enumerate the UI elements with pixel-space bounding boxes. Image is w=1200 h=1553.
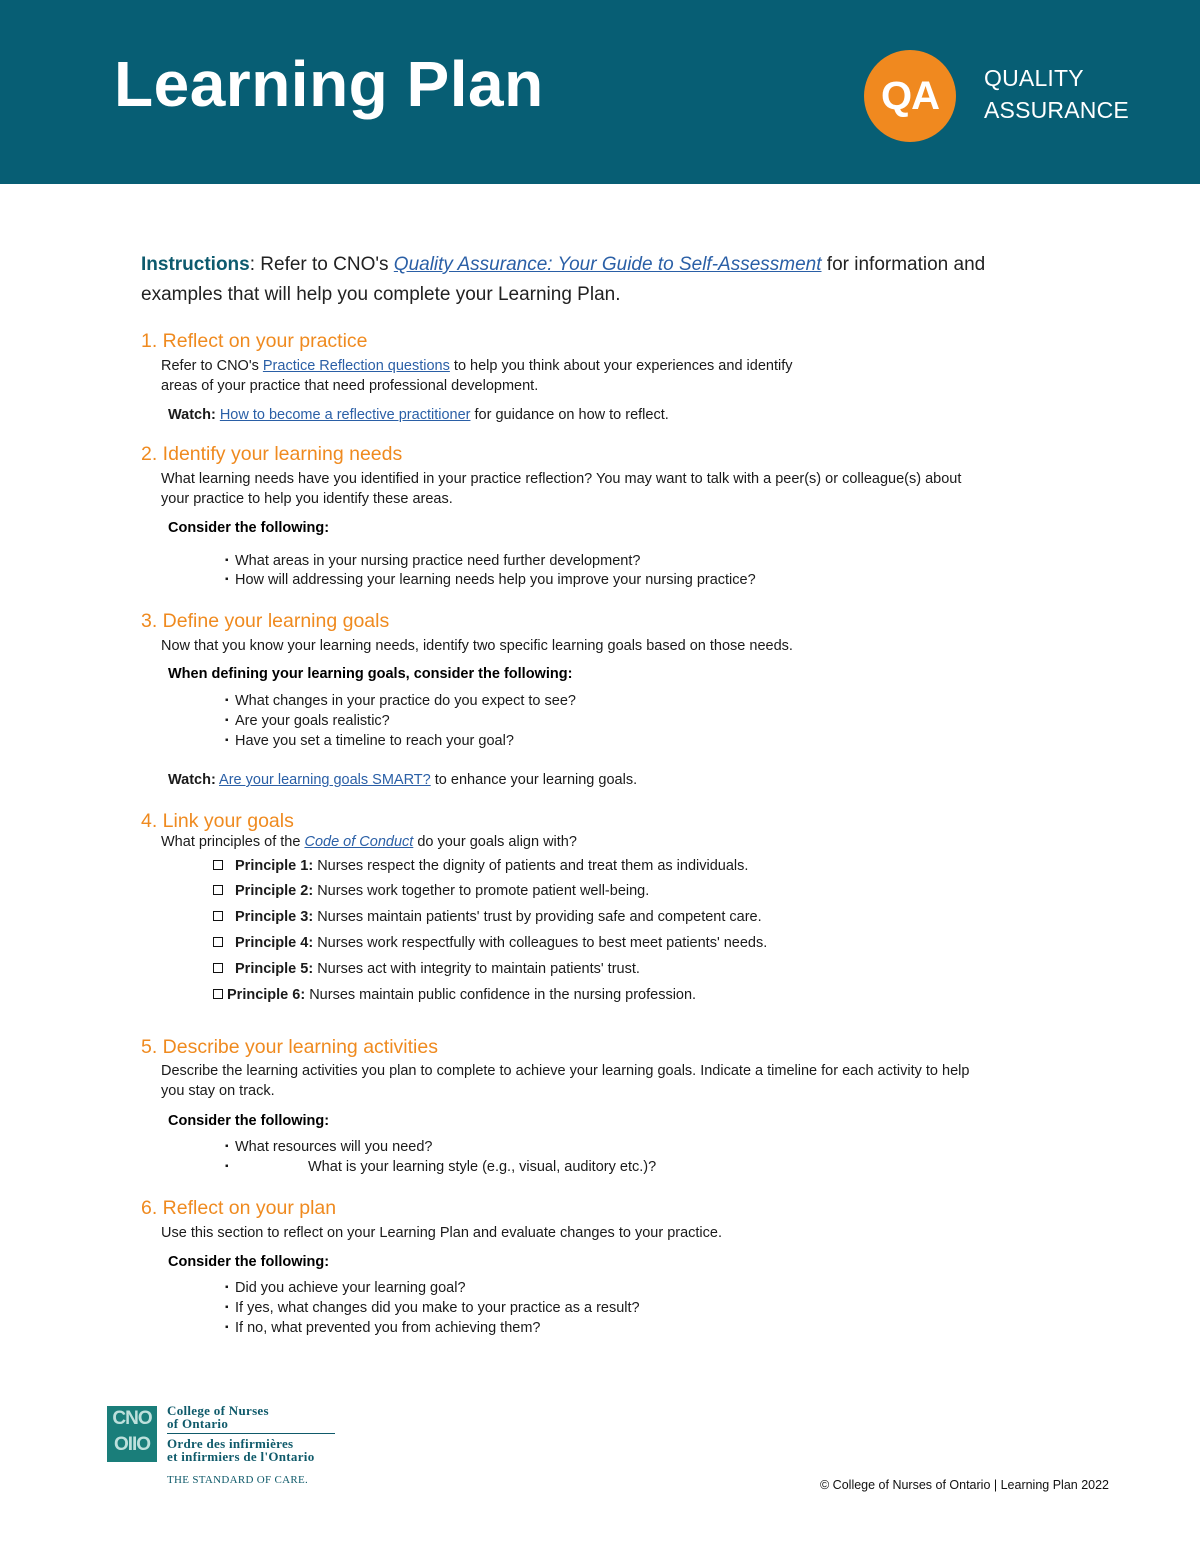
section-4-heading: 4. Link your goals [141,810,294,832]
principle-4[interactable]: Principle 4: Nurses work respectfully with colleagues to best meet patients' needs. [213,935,767,951]
cno-logo-text: College of Nurses of Ontario Ordre des infirmières et infirmiers de l'Ontario [167,1404,335,1463]
instructions-label: Instructions [141,254,250,275]
list-item: ▪ If yes, what changes did you make to your practice as a result? [225,1300,640,1316]
section-5-body [161,1061,969,1101]
reflective-practitioner-link[interactable]: How to become a reflective practitioner [219,407,471,423]
smart-goals-link[interactable]: Are your learning goals SMART? [219,772,431,788]
section-1-watch [168,405,669,425]
checkbox-icon[interactable] [213,911,223,921]
list-item: ▪ What areas in your nursing practice need further development? [225,553,641,569]
cno-logo [107,1404,347,1494]
bullet-icon: ▪ [225,734,229,746]
page-title: Learning Plan [114,48,544,120]
section-1-body-line2: areas of your practice that need professional development. [161,378,539,394]
bullet-icon: ▪ [225,1160,229,1172]
page-footer: © College of Nurses of Ontario | Learning Plan 2022 [820,1478,1110,1492]
section-1-body-post: to help you think about your experiences and identify [449,358,793,374]
section-1-body-pre: Refer to CNO's [161,358,263,374]
section-2-heading: 2. Identify your learning needs [141,443,403,465]
section-2-body [161,469,961,509]
list-item: ▪ Did you achieve your learning goal? [225,1280,466,1296]
page-header [0,0,1200,184]
principle-5[interactable]: Principle 5: Nurses act with integrity to maintain patients' trust. [213,961,640,977]
section-6-body: Use this section to reflect on your Learning Plan and evaluate changes to your practice. [161,1225,722,1241]
checkbox-icon[interactable] [213,860,223,870]
principle-2[interactable]: Principle 2: Nurses work together to promote patient well-being. [213,883,649,899]
section-2-body-line2: your practice to help you identify these areas. [161,491,453,507]
bullet-icon: ▪ [225,554,229,566]
cno-logo-divider [167,1433,335,1434]
principle-3[interactable]: Principle 3: Nurses maintain patients' trust by providing safe and competent care. [213,909,762,925]
instructions-post: for information and [821,254,986,275]
list-item: ▪ If no, what prevented you from achieving them? [225,1320,541,1336]
bullet-icon: ▪ [225,1301,229,1313]
practice-reflection-link[interactable]: Practice Reflection questions [262,358,450,374]
checkbox-icon[interactable] [213,937,223,947]
section-3-body: Now that you know your learning needs, identify two specific learning goals based on those needs. [161,638,793,654]
instructions [141,250,985,310]
section-5-consider: Consider the following: [168,1113,330,1129]
watch-post: for guidance on how to reflect. [470,407,669,423]
code-of-conduct-link[interactable]: Code of Conduct [304,834,414,850]
bullet-icon: ▪ [225,1321,229,1333]
section-1-heading: 1. Reflect on your practice [141,330,368,352]
section-5-body-line1: Describe the learning activities you plan to complete to achieve your learning goals. Indicate a timeline for each activity to help [161,1063,970,1079]
qa-logo-line1: QUALITY [984,65,1084,91]
bullet-icon: ▪ [225,1281,229,1293]
section-4-body [161,832,577,852]
bullet-icon: ▪ [225,1140,229,1152]
instructions-line2: examples that will help you complete your Learning Plan. [141,284,621,305]
bullet-icon: ▪ [225,714,229,726]
qa-logo-line2: ASSURANCE [984,97,1129,123]
list-item: ▪ Are your goals realistic? [225,713,390,729]
section-6-consider: Consider the following: [168,1254,330,1270]
principle-1[interactable]: Principle 1: Nurses respect the dignity of patients and treat them as individuals. [213,858,748,874]
list-item: ▪ How will addressing your learning needs help you improve your nursing practice? [225,572,756,588]
section-3-consider: When defining your learning goals, consider the following: [168,666,573,682]
list-item: ▪ What resources will you need? [225,1139,433,1155]
self-assessment-guide-link[interactable]: Quality Assurance: Your Guide to Self-Assessment [393,254,822,275]
section-3-watch [168,770,637,790]
section-6-heading: 6. Reflect on your plan [141,1197,337,1219]
section-5-body-line2: you stay on track. [161,1083,275,1099]
cno-tagline: THE STANDARD OF CARE. [167,1474,309,1486]
section-2-consider: Consider the following: [168,520,330,536]
checkbox-icon[interactable] [213,989,223,999]
checkbox-icon[interactable] [213,885,223,895]
bullet-icon: ▪ [225,694,229,706]
list-item: ▪ Have you set a timeline to reach your goal? [225,733,514,749]
qa-logo-mark: QA [864,50,956,142]
section-4-body-pre: What principles of the [161,834,305,850]
watch-post: to enhance your learning goals. [430,772,638,788]
bullet-icon: ▪ [225,573,229,585]
list-item: ▪ What changes in your practice do you expect to see? [225,693,576,709]
watch-label: Watch: [168,407,216,423]
qa-logo-text [984,62,1129,126]
list-item: ▪ What is your learning style (e.g., visual, auditory etc.)? [225,1159,657,1175]
section-4-body-post: do your goals align with? [413,834,577,850]
section-5-heading: 5. Describe your learning activities [141,1036,438,1058]
section-2-body-line1: What learning needs have you identified in your practice reflection? You may want to talk with a peer(s) or colleague(s) about [161,471,962,487]
section-3-heading: 3. Define your learning goals [141,610,390,632]
section-1-body [161,356,792,396]
qa-logo [864,50,1129,144]
principle-6[interactable]: Principle 6: Nurses maintain public confidence in the nursing profession. [213,987,696,1003]
cno-logo-mark: CNO OIIO [107,1406,157,1462]
checkbox-icon[interactable] [213,963,223,973]
instructions-pre: : Refer to CNO's [249,254,394,275]
watch-label: Watch: [168,772,216,788]
